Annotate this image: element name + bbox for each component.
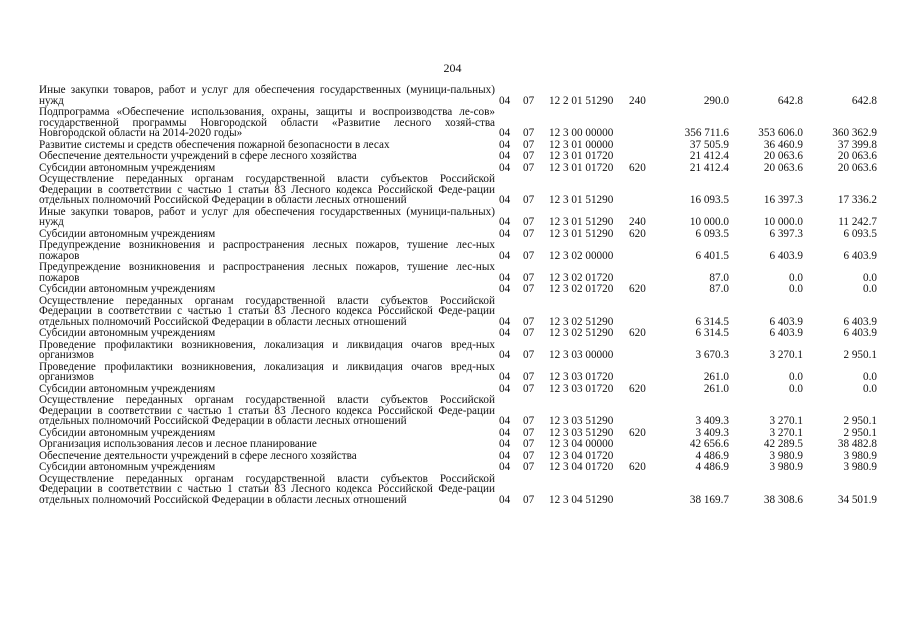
table-row — [39, 107, 877, 140]
section-code: 04 — [499, 161, 511, 174]
subsection-code: 07 — [523, 426, 535, 439]
target-article-code: 12 3 04 51290 — [549, 493, 614, 506]
target-article-code: 12 3 01 51290 — [549, 194, 614, 206]
target-article-code: 12 3 04 01720 — [549, 461, 614, 473]
subsection-code: 07 — [523, 271, 535, 284]
expense-type-code — [629, 240, 659, 262]
table-row — [39, 151, 877, 163]
amount-year-2: 6 403.9 — [769, 327, 803, 339]
expense-type-code: 620 — [629, 161, 646, 174]
amount-year-2: 36 460.9 — [763, 138, 803, 151]
amount-year-3: 6 093.5 — [843, 227, 877, 240]
subsection-code: 07 — [523, 327, 535, 339]
amount-year-2: 0.0 — [789, 371, 803, 383]
target-article-code: 12 3 02 51290 — [549, 315, 614, 328]
expense-type-code — [629, 140, 659, 152]
target-article-code: 12 3 01 51290 — [549, 216, 614, 228]
section-code: 04 — [499, 94, 511, 107]
amount-year-2: 3 980.9 — [769, 449, 803, 462]
amount-year-3: 360 362.9 — [832, 127, 877, 139]
table-row — [39, 85, 877, 107]
expense-type-code: 620 — [629, 461, 646, 473]
expense-type-code: 240 — [629, 94, 646, 107]
row-name: Осуществление переданных органам государственной власти субъектов Российской Федерации в соответствии с частью 1 статьи 83 Лесного кодекса Российской Феде-рации отдельных полномочий Российской Федерации в области лесных отношений — [39, 294, 495, 328]
amount-year-3: 0.0 — [863, 283, 877, 295]
section-code: 04 — [499, 249, 511, 262]
amount-year-3: 11 242.7 — [838, 216, 877, 228]
subsection-code: 07 — [523, 382, 535, 395]
amount-year-2: 3 270.1 — [769, 426, 803, 439]
amount-year-1: 3 670.3 — [695, 349, 729, 361]
amount-year-2: 3 980.9 — [769, 461, 803, 473]
amount-year-3: 6 403.9 — [843, 327, 877, 339]
row-name: Проведение профилактики возникновения, локализация и ликвидация очагов вред-ных организмов — [39, 360, 495, 383]
expense-type-code — [629, 174, 659, 207]
amount-year-2: 0.0 — [789, 382, 803, 395]
amount-year-2: 353 606.0 — [758, 127, 803, 139]
amount-year-3: 6 403.9 — [843, 249, 877, 262]
section-code: 04 — [499, 216, 511, 228]
row-name: Подпрограмма «Обеспечение использования, охраны, защиты и воспроизводства ле-сов» государственной программы Новгородской области «Развитие лесного хозяй-ства Новгородской области на 2014-2020 годы» — [39, 106, 495, 139]
amount-year-2: 6 397.3 — [769, 227, 803, 240]
subsection-code: 07 — [523, 461, 535, 473]
amount-year-2: 6 403.9 — [769, 315, 803, 328]
table-row — [39, 439, 877, 451]
table-row — [39, 362, 877, 384]
amount-year-3: 642.8 — [851, 94, 877, 107]
amount-year-1: 4 486.9 — [695, 461, 729, 473]
section-code: 04 — [499, 415, 511, 427]
row-name: Субсидии автономным учреждениям — [39, 161, 216, 174]
subsection-code: 07 — [523, 138, 535, 151]
amount-year-2: 642.8 — [777, 94, 803, 107]
amount-year-3: 0.0 — [863, 382, 877, 395]
amount-year-3: 20 063.6 — [837, 161, 877, 174]
amount-year-1: 21 412.4 — [689, 161, 729, 174]
amount-year-3: 37 399.8 — [837, 138, 877, 151]
target-article-code: 12 3 01 01720 — [549, 150, 614, 162]
target-article-code: 12 3 04 00000 — [549, 438, 614, 450]
target-article-code: 12 3 01 01720 — [549, 161, 614, 174]
subsection-code: 07 — [523, 127, 535, 139]
expense-type-code — [629, 262, 659, 284]
expense-type-code: 240 — [629, 216, 646, 228]
amount-year-1: 37 505.9 — [689, 138, 729, 151]
subsection-code: 07 — [523, 315, 535, 328]
row-name: Обеспечение деятельности учреждений в сфере лесного хозяйства — [39, 150, 357, 162]
expense-type-code — [629, 395, 659, 428]
row-name: Обеспечение деятельности учреждений в сфере лесного хозяйства — [39, 449, 357, 462]
target-article-code: 12 3 02 01720 — [549, 283, 614, 295]
target-article-code: 12 3 03 00000 — [549, 349, 614, 361]
row-name: Иные закупки товаров, работ и услуг для обеспечения государственных (муници-пальных) нужд — [39, 84, 495, 107]
table-row — [39, 240, 877, 262]
row-name: Развитие системы и средств обеспечения пожарной безопасности в лесах — [39, 138, 390, 151]
amount-year-3: 20 063.6 — [837, 150, 877, 162]
amount-year-3: 0.0 — [863, 271, 877, 284]
subsection-code: 07 — [523, 415, 535, 427]
row-name: Субсидии автономным учреждениям — [39, 461, 216, 473]
subsection-code: 07 — [523, 94, 535, 107]
amount-year-2: 6 403.9 — [769, 249, 803, 262]
amount-year-1: 356 711.6 — [684, 127, 729, 139]
amount-year-2: 16 397.3 — [763, 194, 803, 206]
amount-year-1: 261.0 — [703, 371, 729, 383]
section-code: 04 — [499, 127, 511, 139]
row-name: Иные закупки товаров, работ и услуг для обеспечения государственных (муници-пальных) нужд — [39, 205, 495, 228]
target-article-code: 12 3 02 01720 — [549, 271, 614, 284]
section-code: 04 — [499, 382, 511, 395]
amount-year-3: 6 403.9 — [843, 315, 877, 328]
budget-table — [39, 85, 877, 506]
subsection-code: 07 — [523, 349, 535, 361]
amount-year-3: 3 980.9 — [843, 449, 877, 462]
table-row — [39, 296, 877, 329]
section-code: 04 — [499, 371, 511, 383]
page-number: 204 — [443, 61, 462, 75]
amount-year-1: 10 000.0 — [689, 216, 729, 228]
table-row — [39, 284, 877, 296]
subsection-code: 07 — [523, 227, 535, 240]
subsection-code: 07 — [523, 150, 535, 162]
expense-type-code: 620 — [629, 426, 646, 439]
amount-year-3: 3 980.9 — [843, 461, 877, 473]
row-name: Предупреждение возникновения и распространения лесных пожаров, тушение лес-ных пожаров — [39, 261, 495, 284]
subsection-code: 07 — [523, 283, 535, 295]
table-row — [39, 395, 877, 428]
section-code: 04 — [499, 426, 511, 439]
amount-year-3: 17 336.2 — [837, 194, 877, 206]
amount-year-1: 290.0 — [703, 94, 729, 107]
amount-year-3: 38 482.8 — [837, 438, 877, 450]
target-article-code: 12 3 03 51290 — [549, 426, 614, 439]
expense-type-code: 620 — [629, 283, 646, 295]
subsection-code: 07 — [523, 216, 535, 228]
expense-type-code — [629, 362, 659, 384]
target-article-code: 12 3 03 01720 — [549, 382, 614, 395]
amount-year-1: 87.0 — [709, 283, 729, 295]
budget-table-body — [39, 85, 877, 506]
section-code: 04 — [499, 438, 511, 450]
expense-type-code: 620 — [629, 327, 646, 339]
amount-year-1: 6 401.5 — [695, 249, 729, 262]
amount-year-2: 20 063.6 — [763, 150, 803, 162]
target-article-code: 12 2 01 51290 — [549, 94, 614, 107]
expense-type-code — [629, 107, 659, 140]
target-article-code: 12 3 01 51290 — [549, 227, 614, 240]
target-article-code: 12 3 04 01720 — [549, 449, 614, 462]
table-row — [39, 207, 877, 229]
amount-year-3: 2 950.1 — [843, 415, 877, 427]
expense-type-code: 620 — [629, 227, 646, 240]
amount-year-2: 0.0 — [789, 283, 803, 295]
table-row — [39, 174, 877, 207]
expense-type-code — [629, 439, 659, 451]
row-name: Осуществление переданных органам государственной власти субъектов Российской Федерации в соответствии с частью 1 статьи 83 Лесного кодекса Российской Феде-рации отдельных полномочий Российской Федерации в области лесных отношений — [39, 472, 495, 506]
target-article-code: 12 3 00 00000 — [549, 127, 614, 139]
section-code: 04 — [499, 271, 511, 284]
target-article-code: 12 3 03 51290 — [549, 415, 614, 427]
target-article-code: 12 3 03 01720 — [549, 371, 614, 383]
section-code: 04 — [499, 138, 511, 151]
amount-year-1: 6 093.5 — [695, 227, 729, 240]
amount-year-1: 38 169.7 — [689, 493, 729, 506]
expense-type-code — [629, 340, 659, 362]
subsection-code: 07 — [523, 249, 535, 262]
expense-type-code — [629, 296, 659, 329]
section-code: 04 — [499, 461, 511, 473]
row-name: Осуществление переданных органам государственной власти субъектов Российской Федерации в соответствии с частью 1 статьи 83 Лесного кодекса Российской Феде-рации отдельных полномочий Российской Федерации в области лесных отношений — [39, 394, 495, 427]
subsection-code: 07 — [523, 438, 535, 450]
section-code: 04 — [499, 194, 511, 206]
amount-year-2: 38 308.6 — [763, 493, 803, 506]
amount-year-1: 261.0 — [703, 382, 729, 395]
amount-year-1: 21 412.4 — [689, 150, 729, 162]
target-article-code: 12 3 02 51290 — [549, 327, 614, 339]
amount-year-2: 20 063.6 — [763, 161, 803, 174]
row-name: Осуществление переданных органам государственной власти субъектов Российской Федерации в соответствии с частью 1 статьи 83 Лесного кодекса Российской Феде-рации отдельных полномочий Российской Федерации в области лесных отношений — [39, 173, 495, 206]
expense-type-code: 620 — [629, 382, 646, 395]
section-code: 04 — [499, 150, 511, 162]
amount-year-2: 10 000.0 — [763, 216, 803, 228]
amount-year-3: 2 950.1 — [843, 426, 877, 439]
amount-year-2: 3 270.1 — [769, 349, 803, 361]
row-name: Предупреждение возникновения и распространения лесных пожаров, тушение лес-ных пожаров — [39, 239, 495, 262]
table-row — [39, 262, 877, 284]
row-name: Субсидии автономным учреждениям — [39, 283, 216, 295]
row-name: Организация использования лесов и лесное планирование — [39, 438, 317, 450]
table-row — [39, 340, 877, 362]
row-name: Субсидии автономным учреждениям — [39, 327, 216, 339]
amount-year-1: 6 314.5 — [695, 315, 729, 328]
amount-year-1: 87.0 — [709, 271, 729, 284]
amount-year-1: 4 486.9 — [695, 449, 729, 462]
table-row — [39, 328, 877, 340]
amount-year-1: 16 093.5 — [689, 194, 729, 206]
amount-year-3: 0.0 — [863, 371, 877, 383]
table-row — [39, 474, 877, 507]
expense-type-code — [629, 474, 659, 507]
section-code: 04 — [499, 493, 511, 506]
table-row — [39, 462, 877, 474]
subsection-code: 07 — [523, 161, 535, 174]
subsection-code: 07 — [523, 371, 535, 383]
amount-year-2: 42 289.5 — [763, 438, 803, 450]
row-name: Субсидии автономным учреждениям — [39, 426, 216, 439]
amount-year-3: 2 950.1 — [843, 349, 877, 361]
section-code: 04 — [499, 327, 511, 339]
row-name: Субсидии автономным учреждениям — [39, 227, 216, 240]
section-code: 04 — [499, 315, 511, 328]
amount-year-1: 42 656.6 — [689, 438, 729, 450]
section-code: 04 — [499, 349, 511, 361]
expense-type-code — [629, 151, 659, 163]
amount-year-1: 6 314.5 — [695, 327, 729, 339]
amount-year-1: 3 409.3 — [695, 426, 729, 439]
amount-year-2: 0.0 — [789, 271, 803, 284]
amount-year-3: 34 501.9 — [837, 493, 877, 506]
subsection-code: 07 — [523, 493, 535, 506]
row-name: Субсидии автономным учреждениям — [39, 382, 216, 395]
subsection-code: 07 — [523, 194, 535, 206]
section-code: 04 — [499, 449, 511, 462]
subsection-code: 07 — [523, 449, 535, 462]
target-article-code: 12 3 01 00000 — [549, 138, 614, 151]
target-article-code: 12 3 02 00000 — [549, 249, 614, 262]
amount-year-2: 3 270.1 — [769, 415, 803, 427]
row-name: Проведение профилактики возникновения, локализация и ликвидация очагов вред-ных организмов — [39, 338, 495, 361]
amount-year-1: 3 409.3 — [695, 415, 729, 427]
section-code: 04 — [499, 227, 511, 240]
section-code: 04 — [499, 283, 511, 295]
